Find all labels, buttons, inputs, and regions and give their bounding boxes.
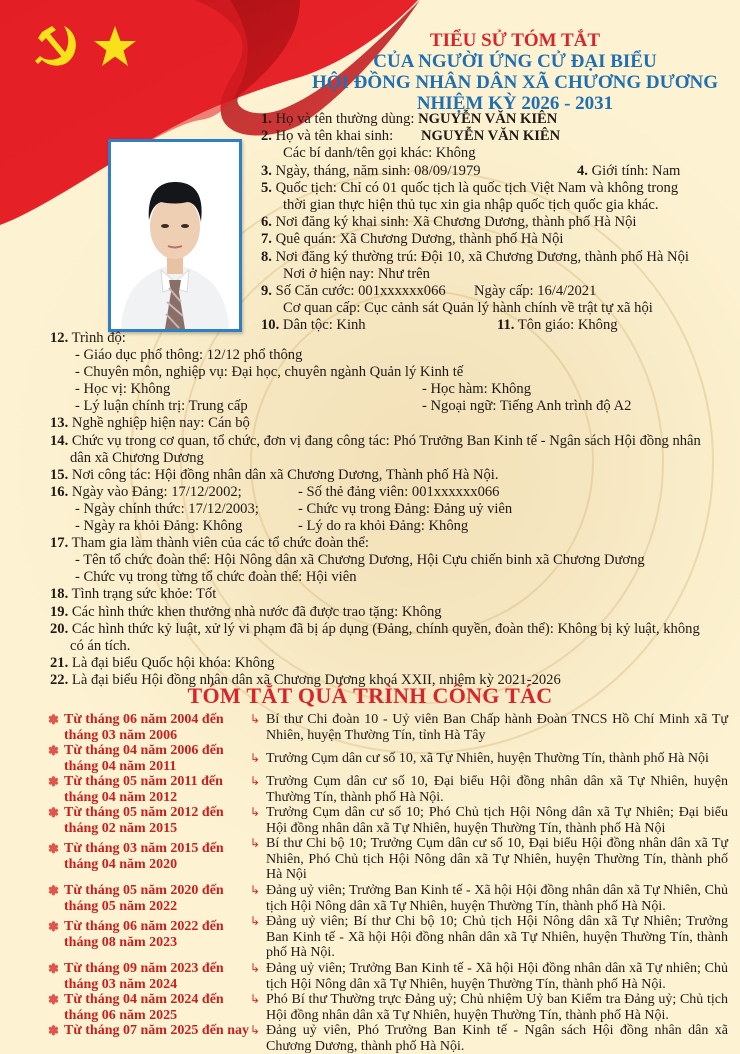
arrow-icon: ↳: [250, 992, 261, 1006]
field-awards: 19. Các hình thức khen thưởng nhà nước đã được trao tặng: Không: [50, 603, 442, 620]
arrow-icon: ↳: [250, 883, 261, 897]
bullet-flower-icon: ✽: [48, 774, 59, 789]
field-gender: 4. Giới tính: Nam: [577, 162, 681, 179]
bullet-flower-icon: ✽: [48, 992, 59, 1007]
field-ethnicity: 10. Dân tộc: Kinh 11. Tôn giáo: Không: [261, 317, 618, 334]
arrow-icon: ↳: [250, 751, 261, 765]
arrow-icon: ↳: [250, 914, 261, 928]
personal-info-section: 1. Họ và tên thường dùng: NGUYỄN VĂN KIÊN 2. Họ và tên khai sinh: NGUYỄN VĂN KIÊN Các bí danh/tên gọi khác: Không 3. Ngày, tháng, năm sinh: 08/09/1979 4. Giới tính: Nam 5. Quốc tịch: Chỉ có 01 quốc tịch là quốc tịch Việt Nam và không trong thời gian thực hiện thủ tục xin gia nhập quốc tịch quốc gia khác. 6. Nơi đăng ký khai sinh: Xã Chương Dương, thành phố Hà Nội 7. Quê quán: Xã Chương Dương, thành phố Hà Nội 8. Nơi đăng ký thường trú: Đội 10, xã Chương Dương, thành phố Hà Nội Nơi ở hiện nay: Như trên 9. Số Căn cước: 001xxxxxx066 Ngày cấp: 16/4/2021 Cơ quan cấp: Cục cảnh sát Quản lý hành chính về trật tự xã hội 10. Dân tộc: Kinh 11. Tôn giáo: Không: [261, 111, 689, 334]
field-health: 18. Tình trạng sức khỏe: Tốt: [50, 586, 217, 603]
arrow-icon: ↳: [250, 961, 261, 975]
field-id-card: 9. Số Căn cước: 001xxxxxx066 Ngày cấp: 16/4/2021: [261, 283, 597, 300]
bullet-flower-icon: ✽: [48, 841, 59, 856]
bullet-flower-icon: ✽: [48, 743, 59, 758]
field-birth-registration: 6. Nơi đăng ký khai sinh: Xã Chương Dương, thành phố Hà Nội: [261, 214, 637, 231]
biography-page: TIỂU SỬ TÓM TẮT CỦA NGƯỜI ỨNG CỬ ĐẠI BIỂU HỘI ĐỒNG NHÂN DÂN XÃ CHƯƠNG DƯƠNG NHIỆM KỲ 2026 - 2031 1. Họ và tên thường dùng: NGUYỄN VĂN KIÊN 2. Họ và tên khai sinh: NGUYỄN VĂN KIÊN Các bí danh/tên gọi khác: Không 3. Ngày, tháng, năm sinh: 08/09/1979 4. Giới tính: Nam 5. Quốc tịch: Chỉ có 01 quốc tịch là quốc tịch Việt Nam và không trong thời gian thực hiện thủ tục xin gia nhập quốc tịch quốc gia khác. 6. Nơi đăng ký khai sinh: Xã Chương Dương, thành phố Hà Nội 7. Quê quán: Xã Chương Dương, thành phố Hà Nội 8. Nơi đăng ký thường trú: Đội 10, xã Chương Dương, thành phố Hà Nội Nơi ở hiện nay: Như trên 9. Số Căn cước: 001xxxxxx066 Ngày cấp: 16/4/2021 Cơ quan cấp: Cục cảnh sát Quản lý hành chính về trật tự xã hội 10. Dân tộc: Kinh 11. Tôn giáo: Không 12. Trình độ: - Giáo dục phổ thông: 12/12 phổ thông - Chuyên môn, nghiệp vụ: Đại học, chuyên ngành Quản lý Kinh tế - Học vị: Không - Học hàm: Không - Lý luận chính trị: Trung cấp - Ngoại ngữ: Tiếng Anh trình độ A2 13. Nghề nghiệp hiện nay: Cán bộ 14. Chức vụ trong cơ quan, tổ chức, đơn vị đang công tác: Phó Trưởng Ban Kinh tế - Ngân sách Hội đồng nhân dân xã Chương Dương 15. Nơi công tác: Hội đồng nhân dân xã Chương Dương, Thành phố Hà Nội. 16. Ngày vào Đảng: 17/12/2002; - Số thẻ đảng viên: 001xxxxxx066 - Ngày chính thức: 17/12/2003; - Chức vụ trong Đảng: Đảng uỷ viên - Ngày ra khỏi Đảng: Không - Lý do ra khỏi Đảng: Không 17. Tham gia làm thành viên của các tổ chức đoàn thể: - Tên tổ chức đoàn thể: Hội Nông dân xã Chương Dương, Hội Cựu chiến binh xã Chương Dương - Chức vụ trong từng tổ chức đoàn thể: Hội viên 18. Tình trạng sức khỏe: Tốt 19. Các hình thức khen thưởng nhà nước đã được trao tặng: Không 20. Các hình thức kỷ luật, xử lý vi phạm đã bị áp dụng (Đảng, chính quyền, đoàn thể): Không bị kỷ luật, không có án tích. 21. Là đại biểu Quốc hội khóa: Không 22. Là đại biểu Hội đồng nhân dân xã Chương Dương khoá XXII, nhiệm kỳ 2021-2026 TÓM TẮT QUÁ TRÌNH CÔNG TÁC ✽ Từ tháng 06 năm 2004 đến tháng 03 năm 2006 ↳ Bí thư Chi đoàn 10 - Uỷ viên Ban Chấp hành Đoàn TNCS Hồ Chí Minh xã Tự Nhiên, huyện Thường Tín, tỉnh Hà Tây ✽ Từ tháng 04 năm 2006 đến tháng 04 năm 2011 ↳ Trưởng Cụm dân cư số 10, xã Tự Nhiên, huyện Thường Tín, thành phố Hà Nội ✽ Từ tháng 05 năm 2011 đến tháng 04 năm 2012 ↳ Trưởng Cụm dân cư số 10, Đại biểu Hội đồng nhân dân xã Tự Nhiên, huyện Thường Tín, thành phố Hà Nội. ✽ Từ tháng 05 năm 2012 đến tháng 02 năm 2015 ↳ Trưởng Cụm dân cư số 10; Phó Chủ tịch Hội Nông dân xã Tự Nhiên; Đại biểu Hội đồng nhân dân xã Tự Nhiên, huyện Thường Tín, thành phố Hà Nội ✽ Từ tháng 03 năm 2015 đến tháng 04 năm 2020 ↳ Bí thư Chi bộ 10; Trưởng Cụm dân cư số 10, Đại biểu Hội đồng nhân dân xã Tự Nhiên, Phó Chủ tịch Hội Nông dân xã Tự Nhiên, huyện Thường Tín, thành phố Hà Nội ✽ Từ tháng 05 năm 2020 đến tháng 05 năm 2022 ↳ Đảng uỷ viên; Trưởng Ban Kinh tế - Xã hội Hội đồng nhân dân xã Tự Nhiên, Chủ tịch Hội Nông dân xã Tự Nhiên, huyện Thường Tín, thành phố Hà Nội. ✽ Từ tháng 06 năm 2022 đến tháng 08 năm 2023 ↳ Đảng uỷ viên; Bí thư Chi bộ 10; Chủ tịch Hội Nông dân xã Tự Nhiên; Trưởng Ban Kinh tế - Xã hội Hội đồng nhân dân xã Tự Nhiên, huyện Thường Tín, thành phố Hà Nội. ✽ Từ tháng 09 năm 2023 đến tháng 03 năm 2024 ↳ Đảng uỷ viên; Trưởng Ban Kinh tế - Xã hội Hội đồng nhân dân xã Tự nhiên; Chủ tịch Hội Nông dân xã Tự Nhiên, huyện Thường Tín, thành phố Hà Nội. ✽ Từ tháng 04 năm 2024 đến tháng 06 năm 2025 ↳ Phó Bí thư Thường trực Đảng uỷ; Chủ nhiệm Uỷ ban Kiểm tra Đảng uỷ; Chủ tịch Hội đồng nhân dân xã Tự Nhiên, huyện Thường Tín, thành phố Hà Nội. ✽ Từ tháng 07 năm 2025 đến nay ↳ Đảng uỷ viên, Phó Trưởng Ban Kinh tế - Ngân sách Hội đồng nhân dân xã Chương Dương, thành phố Hà Nội.: [0, 0, 740, 1047]
bullet-flower-icon: ✽: [48, 712, 59, 727]
career-section-title: TÓM TẮT QUÁ TRÌNH CÔNG TÁC: [187, 683, 553, 708]
field-position: 14. Chức vụ trong cơ quan, tổ chức, đơn vị đang công tác: Phó Trưởng Ban Kinh tế - Ngân sách Hội đồng nhân: [50, 432, 701, 449]
title-line-2: CỦA NGƯỜI ỨNG CỬ ĐẠI BIỂU: [373, 51, 657, 72]
arrow-icon: ↳: [250, 712, 261, 726]
field-education: 12. Trình độ:: [50, 330, 126, 346]
candidate-portrait: [108, 139, 242, 332]
bullet-flower-icon: ✽: [48, 805, 59, 820]
title-line-4: NHIỆM KỲ 2026 - 2031: [416, 93, 614, 114]
arrow-icon: ↳: [250, 1023, 261, 1037]
field-occupation: 13. Nghề nghiệp hiện nay: Cán bộ: [50, 415, 250, 432]
field-birth-date: 3. Ngày, tháng, năm sinh: 08/09/1979 4. Giới tính: Nam: [261, 162, 681, 179]
field-national-assembly: 21. Là đại biểu Quốc hội khóa: Không: [50, 654, 275, 671]
arrow-icon: ↳: [250, 836, 261, 850]
arrow-icon: ↳: [250, 805, 261, 819]
field-party-join-date: 16. Ngày vào Đảng: 17/12/2002; - Số thẻ đảng viên: 001xxxxxx066: [50, 483, 500, 500]
field-organizations: 17. Tham gia làm thành viên của các tổ chức đoàn thể:: [50, 535, 369, 552]
field-residence: 8. Nơi đăng ký thường trú: Đội 10, xã Chương Dương, thành phố Hà Nội: [261, 248, 689, 265]
field-common-name: 1. Họ và tên thường dùng: NGUYỄN VĂN KIÊN: [261, 111, 558, 127]
field-alias: Các bí danh/tên gọi khác: Không: [283, 145, 476, 162]
bullet-flower-icon: ✽: [48, 961, 59, 976]
hammer-sickle-icon: [34, 22, 84, 72]
bullet-flower-icon: ✽: [48, 883, 59, 898]
arrow-icon: ↳: [250, 774, 261, 788]
bullet-flower-icon: ✽: [48, 919, 59, 934]
field-discipline: 20. Các hình thức kỷ luật, xử lý vi phạm đã bị áp dụng (Đảng, chính quyền, đoàn thể): Không bị kỷ luật, không: [50, 620, 700, 637]
field-religion: 11. Tôn giáo: Không: [497, 317, 618, 334]
field-hometown: 7. Quê quán: Xã Chương Dương, thành phố Hà Nội: [261, 231, 564, 248]
portrait-image: [111, 142, 239, 329]
title-line-3: HỘI ĐỒNG NHÂN DÂN XÃ CHƯƠNG DƯƠNG: [311, 72, 719, 93]
field-workplace: 15. Nơi công tác: Hội đồng nhân dân xã Chương Dương, Thành phố Hà Nội.: [50, 466, 499, 483]
field-nationality: 5. Quốc tịch: Chỉ có 01 quốc tịch là quốc tịch Việt Nam và không trong: [261, 179, 679, 196]
candidate-name: NGUYỄN VĂN KIÊN: [418, 111, 558, 127]
title-line-1: TIỂU SỬ TÓM TẮT: [429, 30, 601, 51]
yellow-star-icon: [92, 24, 138, 70]
page-title: [300, 30, 730, 114]
field-birth-name: 2. Họ và tên khai sinh: NGUYỄN VĂN KIÊN: [261, 128, 561, 145]
bullet-flower-icon: ✽: [48, 1023, 59, 1038]
details-section: 12. Trình độ: - Giáo dục phổ thông: 12/12 phổ thông - Chuyên môn, nghiệp vụ: Đại học, chuyên ngành Quản lý Kinh tế - Học vị: Không - Học hàm: Không - Lý luận chính trị: Trung cấp - Ngoại ngữ: Tiếng Anh trình độ A2 13. Nghề nghiệp hiện nay: Cán bộ 14. Chức vụ trong cơ quan, tổ chức, đơn vị đang công tác: Phó Trưởng Ban Kinh tế - Ngân sách Hội đồng nhân dân xã Chương Dương 15. Nơi công tác: Hội đồng nhân dân xã Chương Dương, Thành phố Hà Nội. 16. Ngày vào Đảng: 17/12/2002; - Số thẻ đảng viên: 001xxxxxx066 - Ngày chính thức: 17/12/2003; - Chức vụ trong Đảng: Đảng uỷ viên - Ngày ra khỏi Đảng: Không - Lý do ra khỏi Đảng: Không 17. Tham gia làm thành viên của các tổ chức đoàn thể: - Tên tổ chức đoàn thể: Hội Nông dân xã Chương Dương, Hội Cựu chiến binh xã Chương Dương - Chức vụ trong từng tổ chức đoàn thể: Hội viên 18. Tình trạng sức khỏe: Tốt 19. Các hình thức khen thưởng nhà nước đã được trao tặng: Không 20. Các hình thức kỷ luật, xử lý vi phạm đã bị áp dụng (Đảng, chính quyền, đoàn thể): Không bị kỷ luật, không có án tích. 21. Là đại biểu Quốc hội khóa: Không 22. Là đại biểu Hội đồng nhân dân xã Chương Dương khoá XXII, nhiệm kỳ 2021-2026: [50, 330, 720, 689]
field-council-member: 22. Là đại biểu Hội đồng nhân dân xã Chương Dương khoá XXII, nhiệm kỳ 2021-2026: [50, 671, 561, 688]
